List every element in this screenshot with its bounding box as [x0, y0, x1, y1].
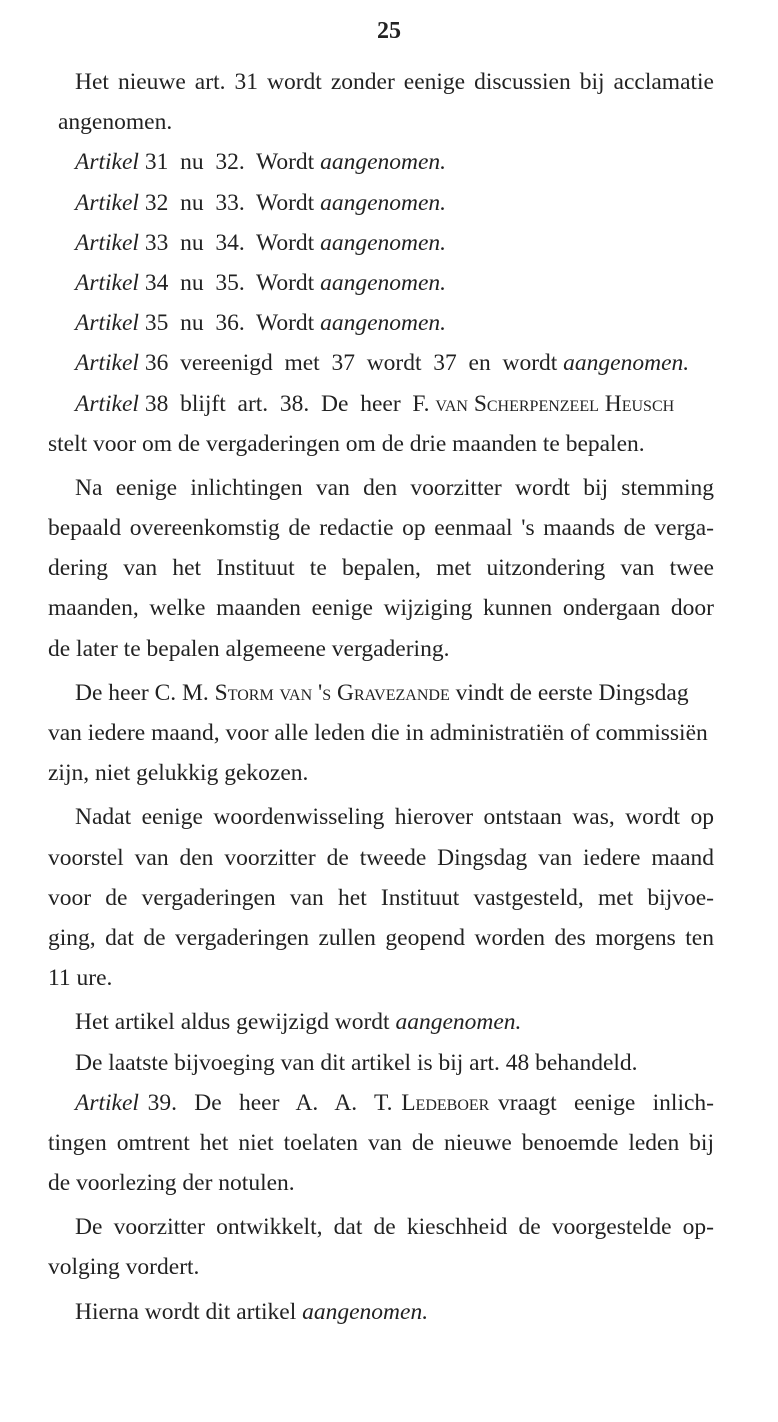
paragraph — [48, 263, 714, 303]
text-line: voorstel van den voorzitter de tweede Dingsdag van iedere maand — [48, 844, 714, 871]
page-number: 25 — [377, 18, 401, 44]
aangenomen-label: aangenomen. — [320, 269, 447, 296]
text-run: 34 nu 35. Wordt — [138, 269, 321, 296]
paragraph — [48, 1002, 714, 1042]
text-line — [48, 673, 714, 713]
aangenomen-label: aangenomen. — [302, 1298, 429, 1325]
text-line: ging, dat de vergaderingen zullen geopend worden des morgens ten — [48, 924, 714, 951]
text-line: van iedere maand, voor alle leden die in administratiën of commissiën — [48, 720, 708, 746]
person-name: van Scherpenzeel Heusch — [435, 390, 675, 417]
body-text — [48, 62, 714, 1332]
text-run: vindt de eerste Dingsdag — [449, 679, 689, 706]
paragraph — [48, 343, 714, 383]
artikel-label: Artikel — [75, 269, 139, 296]
text-run: 32 nu 33. Wordt — [138, 189, 321, 216]
text-line: tingen omtrent het niet toelaten van de nieuwe benoemde leden bij — [48, 1129, 714, 1156]
text-run: 31 nu 32. Wordt — [138, 149, 321, 176]
text-line: Nadat eenige woordenwisseling hierover ontstaan was, wordt op — [75, 804, 714, 831]
artikel-label: Artikel — [75, 189, 139, 216]
artikel-label: Artikel — [75, 1089, 139, 1116]
artikel-label: Artikel — [75, 149, 139, 176]
artikel-label: Artikel — [75, 390, 139, 417]
aangenomen-label: aangenomen. — [320, 189, 447, 216]
text-line: voor de vergaderingen van het Instituut vastgesteld, met bijvoe- — [48, 884, 714, 911]
paragraph — [48, 142, 714, 182]
text-line: stelt voor om de vergaderingen om de drie maanden te bepalen. — [48, 430, 645, 457]
aangenomen-label: aangenomen. — [320, 310, 447, 337]
paragraph: De laatste bijvoeging van dit artikel is bij art. 48 behandeld. — [75, 1049, 638, 1076]
paragraph — [48, 673, 714, 794]
paragraph — [48, 62, 714, 142]
aangenomen-label: aangenomen. — [563, 350, 690, 377]
paragraph — [48, 468, 714, 669]
text-run: Hierna wordt dit artikel — [75, 1298, 303, 1325]
paragraph — [48, 303, 714, 343]
text-run: 35 nu 36. Wordt — [138, 310, 321, 337]
paragraph — [48, 384, 714, 464]
text-line: Het nieuwe art. 31 wordt zonder eenige discussien bij acclamatie — [75, 69, 714, 95]
text-run: Het artikel aldus gewijzigd wordt — [75, 1009, 396, 1036]
person-name: Ledeboer — [401, 1089, 490, 1116]
text-line: bepaald overeenkomstig de redactie op eenmaal 's maands de verga- — [48, 515, 714, 542]
paragraph — [48, 1292, 714, 1332]
artikel-label: Artikel — [75, 310, 139, 337]
text-line — [48, 384, 714, 424]
text-line: Na eenige inlichtingen van den voorzitter wordt bij stemming — [75, 474, 714, 501]
text-run: 36 vereenigd met 37 wordt 37 en wordt — [138, 350, 564, 377]
text-run: vraagt eenige inlich- — [489, 1089, 714, 1116]
paragraph — [48, 797, 714, 998]
artikel-label: Artikel — [75, 350, 139, 377]
text-run: 39. De heer A. A. T. — [138, 1089, 402, 1116]
text-line — [48, 1083, 714, 1123]
person-name: Storm van 's Gravezande — [214, 679, 450, 706]
paragraph — [48, 183, 714, 223]
text-line: volging vordert. — [48, 1254, 200, 1281]
paragraph — [48, 223, 714, 263]
paragraph — [48, 1207, 714, 1287]
text-line: dering van het Instituut te bepalen, met uitzondering van twee — [48, 555, 714, 582]
text-line: angenomen. — [58, 109, 173, 136]
text-run: 38 blijft art. 38. De heer F. — [138, 390, 436, 417]
aangenomen-label: aangenomen. — [395, 1009, 522, 1036]
aangenomen-label: aangenomen. — [320, 149, 447, 176]
text-line: de later te bepalen algemeene vergadering. — [48, 635, 450, 662]
aangenomen-label: aangenomen. — [320, 229, 447, 256]
text-line: zijn, niet gelukkig gekozen. — [48, 760, 309, 787]
text-line: De voorzitter ontwikkelt, dat de kieschheid de voorgestelde op- — [75, 1214, 714, 1241]
paragraph — [48, 1083, 714, 1204]
text-run: De heer C. M. — [75, 679, 215, 706]
text-line: maanden, welke maanden eenige wijziging kunnen ondergaan door — [48, 595, 714, 622]
text-run: 33 nu 34. Wordt — [138, 229, 321, 256]
text-line: de voorlezing der notulen. — [48, 1170, 295, 1197]
artikel-label: Artikel — [75, 229, 139, 256]
text-line: 11 ure. — [48, 965, 113, 992]
